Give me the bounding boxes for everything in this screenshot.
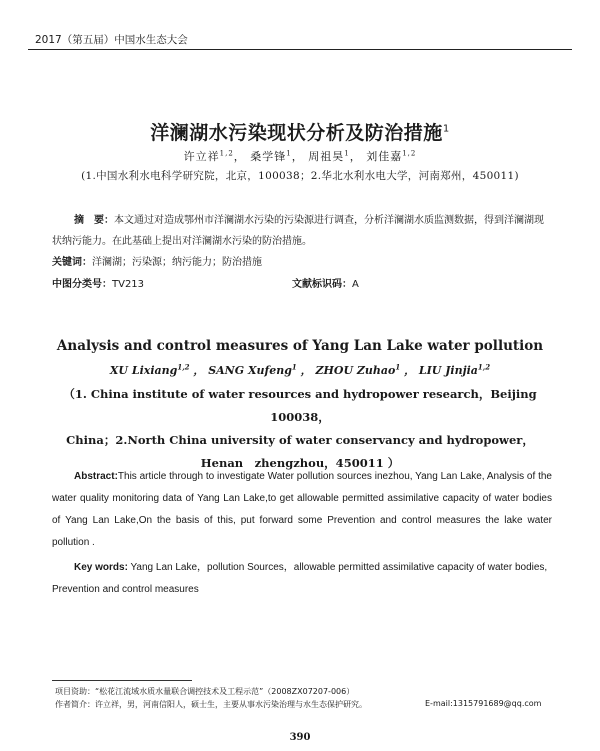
en-author-separator: ， [189,364,209,377]
cn-author-separator: ， [349,150,362,163]
en-author-separator: ， [296,364,316,377]
footnote-email: E-mail:1315791689@qq.com [425,699,542,708]
cn-class-value: TV213 [112,279,145,290]
en-keywords [52,557,552,601]
cn-title-text: 洋澜湖水污染现状分析及防治措施 [150,122,443,144]
cn-keywords-label: 关键词： [52,257,92,268]
en-author-aff: 1 [291,362,297,372]
cn-keywords-text: 洋澜湖；污染源；纳污能力；防治措施 [92,257,262,268]
en-abstract-text: This article through to investigate Water pollution sources inezhou, Yang Lan Lake, Analysis of the water quality monitoring data of Yang Lan Lake,to get allowable permitted assimilative capacity of water bodies of Yang Lan Lake,On the basis of this, put forward some Prevention and control measures the lake water pollution . [52,471,552,548]
en-author-aff: 1,2 [177,362,190,372]
en-authors [0,362,600,378]
en-affiliation-line: China；2.North China university of water conservancy and hydropower， [66,433,534,447]
cn-author-aff: 1 [286,149,292,158]
doc-code [292,275,359,290]
cn-author-separator: ， [291,150,304,163]
footnote-author-intro [55,699,575,710]
en-author: SANG Xufeng [208,364,292,377]
cn-author: 刘佳嘉 [366,150,403,163]
cn-classification-row [52,275,552,290]
en-author: LIU Jinjia [418,364,478,377]
en-affiliation-line: Henan zhengzhou，450011 ） [200,456,400,470]
cn-class-label: 中图分类号： [52,279,112,290]
en-author-aff: 1 [395,362,401,372]
cn-author-separator: ， [233,150,246,163]
page-number: 390 [289,732,311,743]
cn-author: 桑学锋 [250,150,287,163]
en-title: Analysis and control measures of Yang Lan Lake water pollution [56,338,544,354]
en-keywords-text: Yang Lan Lake，pollution Sources，allowable permitted assimilative capacity of water bodies, Prevention and control measures [52,562,548,595]
footnote-funding: 项目资助：“松花江流域水质水量联合调控技术及工程示范”（2008ZX07207-006） [55,687,355,696]
cn-abstract-text: 本文通过对造成鄂州市洋澜湖水污染的污染源进行调查，分析洋澜湖水质监测数据，得到洋澜湖现状纳污能力。在此基础上提出对洋澜湖水污染的防治措施。 [52,215,544,247]
en-author: ZHOU Zuhao [315,364,396,377]
en-author-separator: ， [400,364,419,377]
doc-code-label: 文献标识码： [292,279,352,290]
en-affiliation [40,383,560,475]
cn-authors [0,148,600,164]
header-rule [28,49,572,50]
cn-keywords [52,253,262,268]
cn-abstract-label: 摘 要： [74,215,114,226]
footnote-author-text: 作者简介：许立祥，男，河南信阳人，硕士生，主要从事水污染治理与水生态保护研究。 [55,700,367,709]
footnote-rule [52,680,192,681]
running-header: 2017（第五届）中国水生态大会 [35,34,188,46]
doc-code-value: A [352,279,359,290]
cn-title [0,118,600,145]
cn-affiliation: (1.中国水利水电科学研究院，北京，100038；2.华北水利水电大学，河南郑州，450011) [81,170,519,182]
en-author-aff: 1,2 [477,362,491,372]
cn-abstract [52,210,552,252]
cn-author-aff: 1 [344,149,350,158]
en-abstract-label: Abstract: [74,471,118,482]
en-abstract [52,466,552,554]
en-author: XU Lixiang [109,364,178,377]
cn-author: 周祖昊 [308,150,345,163]
en-affiliation-line: （1. China institute of water resources and hydropower research，Beijing 100038， [63,387,537,424]
cn-author-aff: 1,2 [402,149,417,158]
cn-author-aff: 1,2 [219,149,234,158]
en-keywords-label: Key words: [74,562,128,573]
cn-title-note: 1 [442,123,450,135]
cn-author: 许立祥 [183,150,220,163]
